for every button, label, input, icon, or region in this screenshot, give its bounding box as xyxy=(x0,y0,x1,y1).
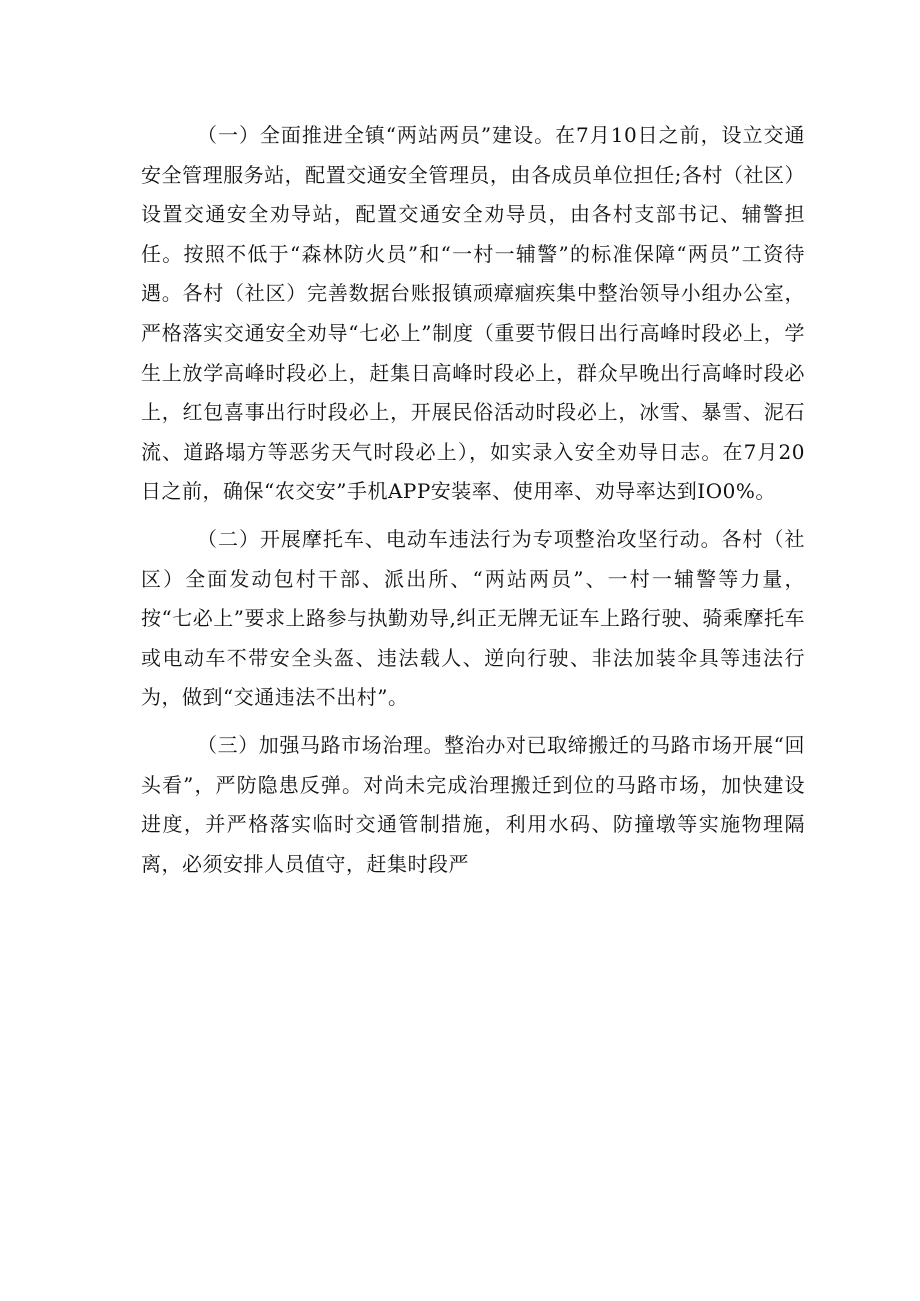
paragraph-1: （一）全面推进全镇“两站两员”建设。在7月10日之前，设立交通安全管理服务站，配置交通安全管理员，由各成员单位担任;各村（社区）设置交通安全劝导站，配置交通安全劝导员，由各村支部书记、辅警担任。按照不低于“森林防火员”和“一村一辅警”的标准保障“两员”工资待遇。各村（社区）完善数据台账报镇顽瘴痼疾集中整治领导小组办公室，严格落实交通安全劝导“七必上”制度（重要节假日出行高峰时段必上，学生上放学高峰时段必上，赶集日高峰时段必上，群众早晚出行高峰时段必上，红包喜事出行时段必上，开展民俗活动时段必上，冰雪、暴雪、泥石流、道路塌方等恶劣天气时段必上），如实录入安全劝导日志。在7月20日之前，确保“农交安”手机APP安装率、使用率、劝导率达到IO0%。 xyxy=(141,123,805,504)
paragraph-2: （二）开展摩托车、电动车违法行为专项整治攻坚行动。各村（社区）全面发动包村干部、派出所、“两站两员”、一村一辅警等力量，按“七必上”要求上路参与执勤劝导,纠正无牌无证车上路行驶、骑乘摩托车或电动车不带安全头盔、违法载人、逆向行驶、非法加装伞具等违法行为，做到“交通违法不出村”。 xyxy=(141,526,805,710)
paragraph-3: （三）加强马路市场治理。整治办对已取缔搬迁的马路市场开展“回头看”，严防隐患反弹。对尚未完成治理搬迁到位的马路市场，加快建设进度，并严格落实临时交通管制措施，利用水码、防撞墩等实施物理隔离，必须安排人员值守，赶集时段严 xyxy=(141,732,805,876)
document-body xyxy=(141,116,805,884)
